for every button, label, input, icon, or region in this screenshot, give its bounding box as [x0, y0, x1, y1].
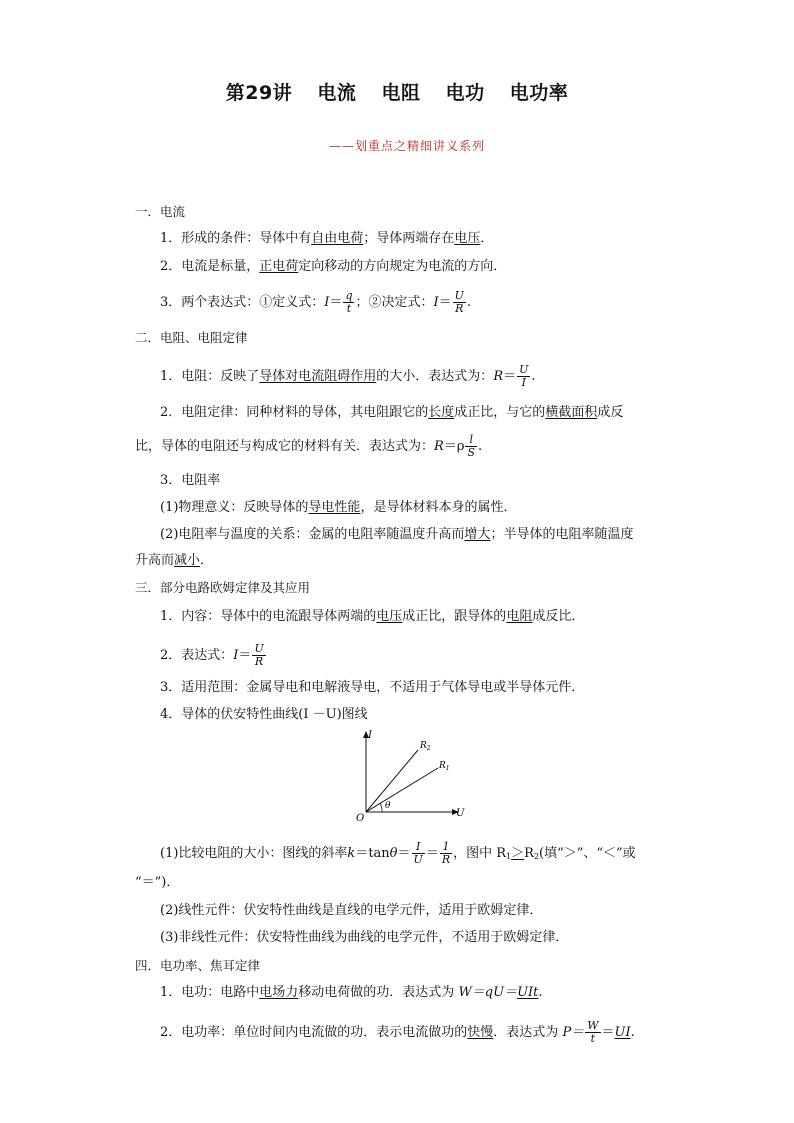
s3-item-3: 3．适用范围：金属导电和电解液导电，不适用于气体导电或半导体元件．	[160, 680, 585, 695]
s1-item-2: 2．电流是标量，正电荷定向移动的方向规定为电流的方向．	[160, 259, 507, 274]
section-heading-resistance: 二．电阻、电阻定律	[135, 330, 248, 345]
u-axis-label: U	[456, 808, 465, 819]
fraction-1-over-r: $\frac{1}{R}$	[441, 840, 451, 866]
page-subtitle: ——划重点之精细讲义系列	[328, 139, 485, 153]
s2-item-4: (1)物理意义：反映导体的导电性能，是导体材料本身的属性．	[160, 500, 517, 515]
fraction-l-over-s: $\frac{l}{S}$	[467, 433, 476, 459]
s4-item-2: 2．电功率：单位时间内电流做的功．表示电流做功的快慢．表达式为 P＝ $\frac{W}{t}$ ＝UI.	[160, 1019, 635, 1045]
s2-item-5: (2)电阻率与温度的关系：金属的电阻率随温度升高而增大；半导体的电阻率随温度	[160, 527, 634, 542]
section-heading-current: 一．电流	[135, 204, 186, 219]
s3-item-6: (2)线性元件：伏安特性曲线是直线的电学元件，适用于欧姆定律．	[160, 903, 543, 918]
s3-item-4: 4．导体的伏安特性曲线(I －U)图线	[160, 707, 368, 722]
fraction-u-over-i: $\frac{U}{I}$	[519, 363, 529, 389]
fraction-q-over-t: $\frac{q}{t}$	[345, 289, 353, 315]
i-axis-label: I	[368, 730, 372, 741]
angle-arc	[380, 803, 382, 812]
s3-item-1: 1．内容：导体中的电流跟导体两端的电压成正比，跟导体的电阻成反比．	[160, 609, 585, 624]
s2-item-1: 1．电阻：反映了导体对电流阻碍作用的大小．表达式为：R＝ $\frac{U}{I}$ .	[160, 363, 536, 389]
iu-graph	[352, 728, 472, 822]
fraction-i-over-u: $\frac{I}{U}$	[413, 840, 423, 866]
s3-item-5: (1)比较电阻的大小：图线的斜率k＝tanθ＝ $\frac{I}{U}$ ＝ $\frac{1}{R}$ ，图中 $R_1>R_2$(填“＞”、“＜”或	[160, 840, 636, 866]
section-heading-ohm: 三．部分电路欧姆定律及其应用	[135, 580, 311, 595]
s3-item-5-cont: “＝”)．	[135, 875, 180, 890]
fraction-u-over-r: $\frac{U}{R}$	[254, 642, 264, 668]
section-heading-power: 四．电功率、焦耳定律	[135, 958, 261, 973]
s1-item-3: 3．两个表达式：①定义式：I＝ $\frac{q}{t}$ ；②决定式：I＝ $\frac{U}{R}$ .	[160, 289, 472, 315]
s3-item-2: 2．表达式：I＝ $\frac{U}{R}$	[160, 642, 264, 668]
s4-item-1: 1．电功：电路中电场力移动电荷做的功．表达式为 W＝qU＝UIt.	[160, 985, 543, 1000]
s3-item-7: (3)非线性元件：伏安特性曲线为曲线的电学元件，不适用于欧姆定律．	[160, 930, 569, 945]
title-resistance: 电阻	[381, 82, 421, 104]
s2-item-2: 2．电阻定律：同种材料的导体，其电阻跟它的长度成正比，与它的横截面积成反	[160, 405, 624, 420]
title-current: 电流	[317, 82, 357, 104]
title-lecture: 第29讲	[225, 82, 293, 104]
title-work: 电功	[445, 82, 485, 104]
s2-item-2-cont: 比，导体的电阻还与构成它的材料有关．表达式为：R＝ρ $\frac{l}{S}$ .	[135, 433, 483, 459]
line-r1	[366, 768, 438, 812]
s1-item-1: 1．形成的条件：导体中有自由电荷；导体两端存在电压．	[160, 231, 494, 246]
r1-label: $R_1$	[439, 761, 450, 772]
s2-item-5-cont: 升高而减小．	[135, 553, 214, 568]
page-title	[0, 78, 794, 105]
fraction-u-over-r: $\frac{U}{R}$	[454, 289, 464, 315]
title-power: 电功率	[509, 82, 569, 104]
theta-label: θ	[385, 801, 391, 811]
s2-item-3: 3．电阻率	[160, 473, 221, 488]
line-r2	[366, 750, 418, 812]
origin-label: O	[356, 813, 365, 822]
fraction-w-over-t: $\frac{W}{t}$	[587, 1019, 599, 1045]
r2-label: $R_2$	[420, 741, 431, 752]
